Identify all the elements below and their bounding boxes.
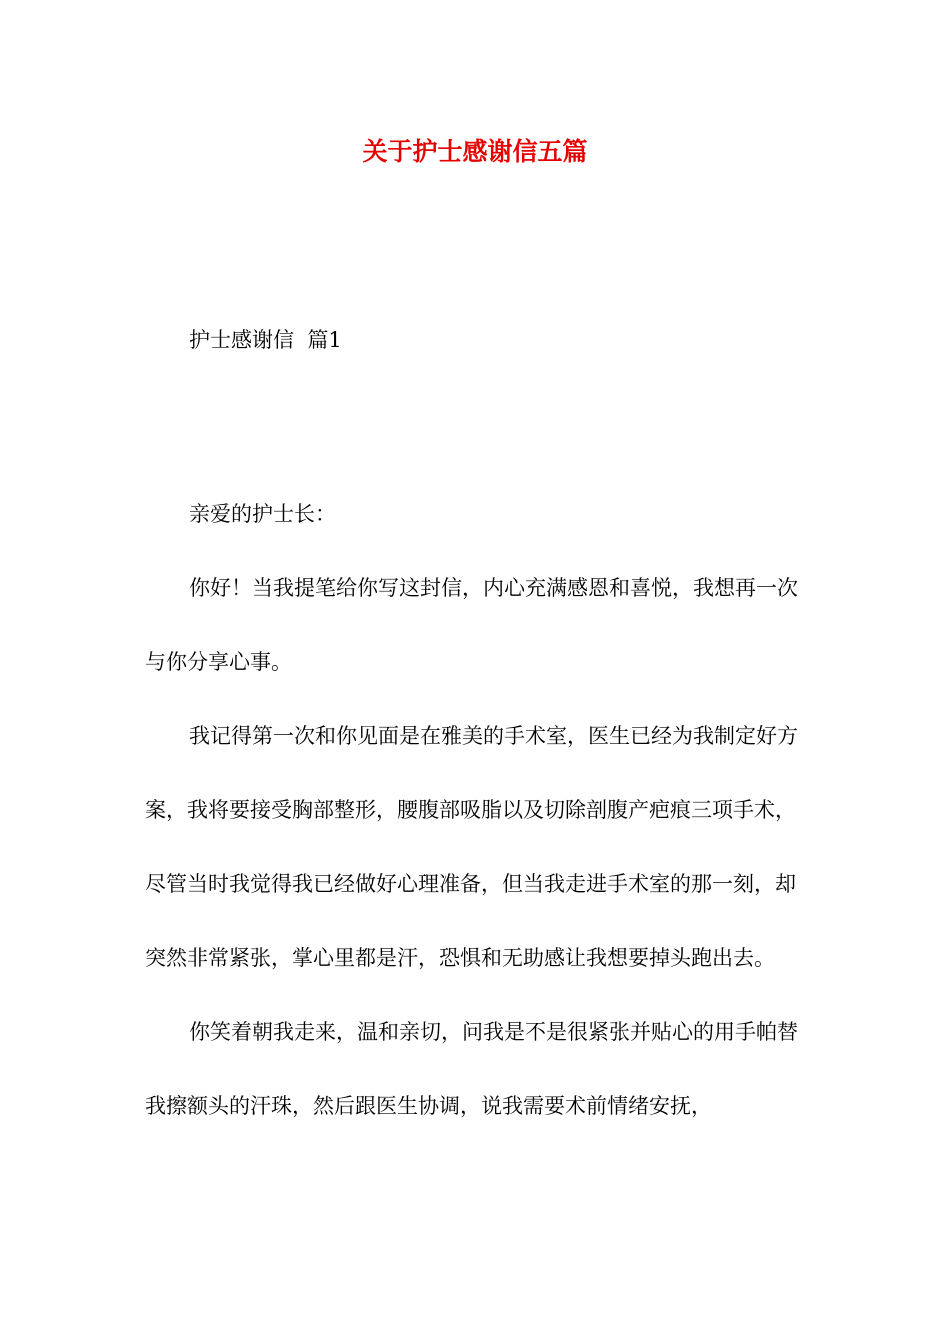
section-heading: 护士感谢信 篇1 [189,328,342,352]
salutation-paragraph: 亲爱的护士长： [189,502,336,526]
body-paragraph: 我记得第一次和你见面是在雅美的手术室，医生已经为我制定好方案，我将要接受胸部整形，腰腹部吸脂以及切除剖腹产疤痕三项手术，尽管当时我觉得我已经做好心理准备，但当我走进手术室的那一刻，却突然非常紧张，掌心里都是汗，恐惧和无助感让我想要掉头跑出去。 [145,724,798,970]
body-paragraph: 你笑着朝我走来，温和亲切，问我是不是很紧张并贴心的用手帕替我擦额头的汗珠，然后跟医生协调，说我需要术前情绪安抚， [145,1020,798,1118]
document-title: 关于护士感谢信五篇 [362,137,588,166]
letter-body [145,477,813,1143]
body-paragraph: 你好！当我提笔给你写这封信，内心充满感恩和喜悦，我想再一次与你分享心事。 [145,576,798,674]
